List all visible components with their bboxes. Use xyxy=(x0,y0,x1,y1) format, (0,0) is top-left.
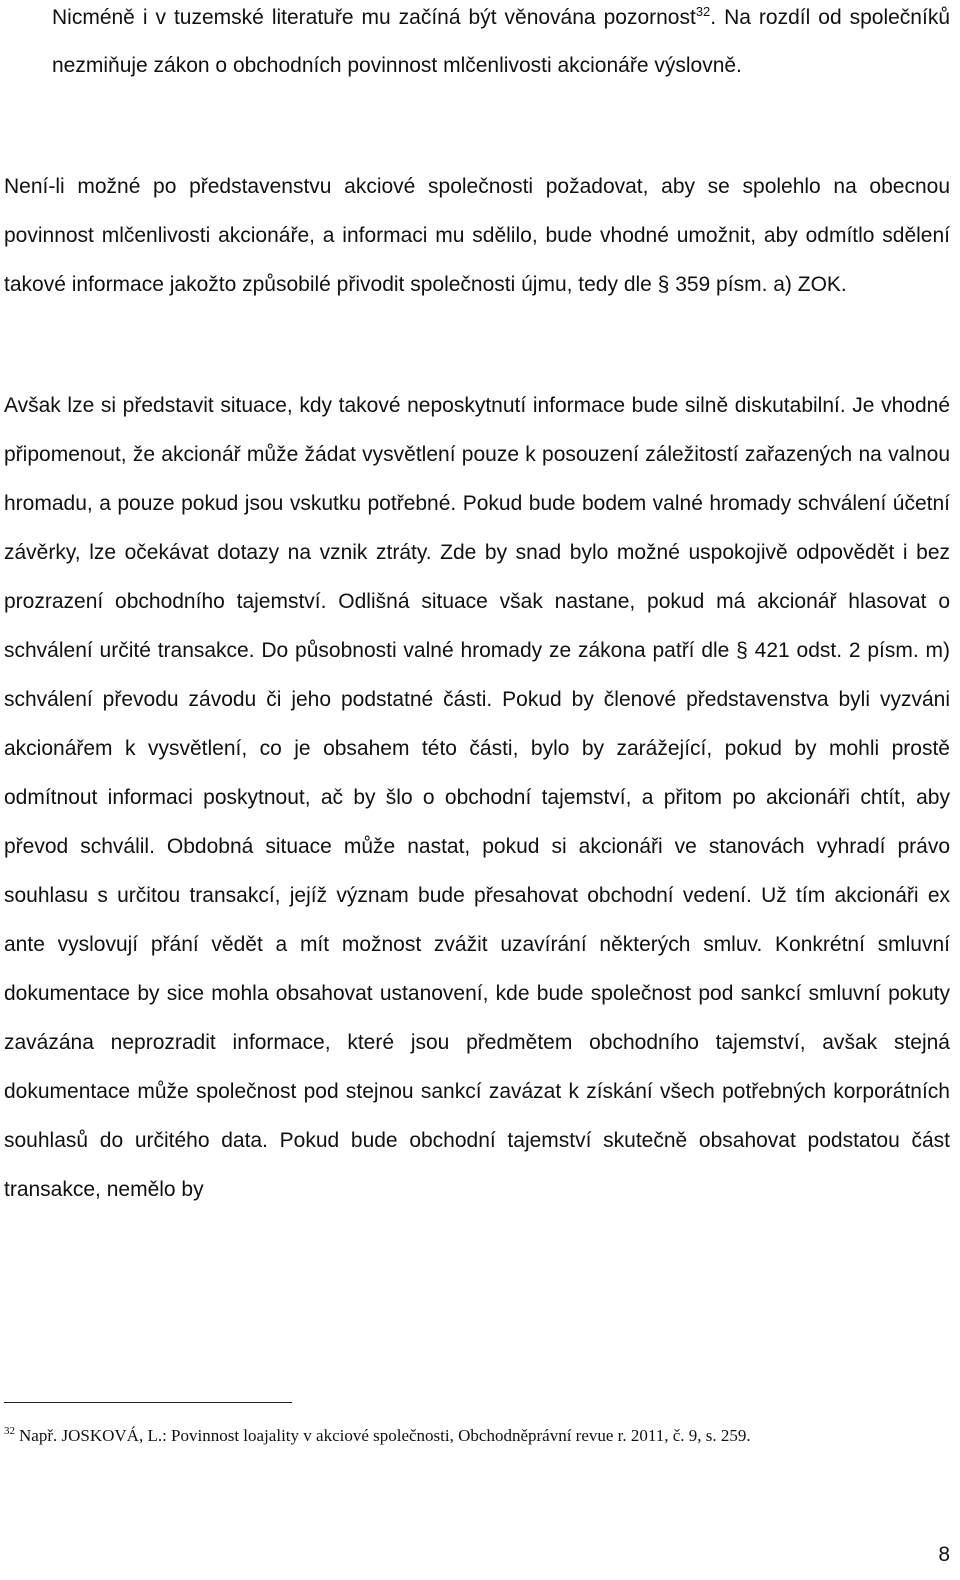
footnote-separator xyxy=(4,1402,292,1403)
footnote xyxy=(4,1424,950,1448)
footnote-number: 32 xyxy=(4,1425,15,1438)
paragraph-1 xyxy=(52,0,950,90)
document-page xyxy=(4,0,950,1580)
paragraph-2: Není-li možné po představenstvu akciové společnosti požadovat, aby se spolehlo na obecnou povinnost mlčenlivosti akcionáře, a informaci mu sdělilo, bude vhodné umožnit, aby odmítlo sdělení takové informace jakožto způsobilé přivodit společnosti újmu, tedy dle § 359 písm. a) ZOK. xyxy=(4,175,950,296)
paragraph-1-text: Nicméně i v tuzemské literatuře mu začíná být věnována pozornost xyxy=(52,6,696,29)
footnote-text: Např. JOSKOVÁ, L.: Povinnost loajality v akciové společnosti, Obchodněprávní revue r. 2011, č. 9, s. 259. xyxy=(19,1426,751,1445)
page-number: 8 xyxy=(938,1543,950,1566)
paragraph-3: Avšak lze si představit situace, kdy takové neposkytnutí informace bude silně diskutabilní. Je vhodné připomenout, že akcionář může žádat vysvětlení pouze k posouzení záležitostí zařazených na valnou hromadu, a pouze pokud jsou vskutku potřebné. Pokud bude bodem valné hromady schválení účetní závěrky, lze očekávat dotazy na vznik ztráty. Zde by snad bylo možné uspokojivě odpovědět i bez prozrazení obchodního tajemství. Odlišná situace však nastane, pokud má akcionář hlasovat o schválení určité transakce. Do působnosti valné hromady ze zákona patří dle § 421 odst. 2 písm. m) schválení převodu závodu či jeho podstatné části. Pokud by členové představenstva byli vyzváni akcionářem k vysvětlení, co je obsahem této části, bylo by zarážející, pokud by mohli prostě odmítnout informaci poskytnout, ač by šlo o obchodní tajemství, a přitom po akcionáři chtít, aby převod schválil. Obdobná situace může nastat, pokud si akcionáři ve stanovách vyhradí právo souhlasu s určitou transakcí, jejíž význam bude přesahovat obchodní vedení. Už tím akcionáři ex ante vyslovují přání vědět a mít možnost zvážit uzavírání některých smluv. Konkrétní smluvní dokumentace by sice mohla obsahovat ustanovení, kde bude společnost pod sankcí smluvní pokuty zavázána neprozradit informace, které jsou předmětem obchodního tajemství, avšak stejná dokumentace může společnost pod stejnou sankcí zavázat k získání všech potřebných korporátních souhlasů do určitého data. Pokud bude obchodní tajemství skutečně obsahovat podstatou část transakce, nemělo by xyxy=(4,394,950,1201)
footnote-reference[interactable]: 32 xyxy=(695,4,711,19)
paragraph-1-text-continued: . Na rozdíl od společníků nezmiňuje zákon o obchodních povinnost mlčenlivosti akcionáře výslovně. xyxy=(52,6,951,77)
